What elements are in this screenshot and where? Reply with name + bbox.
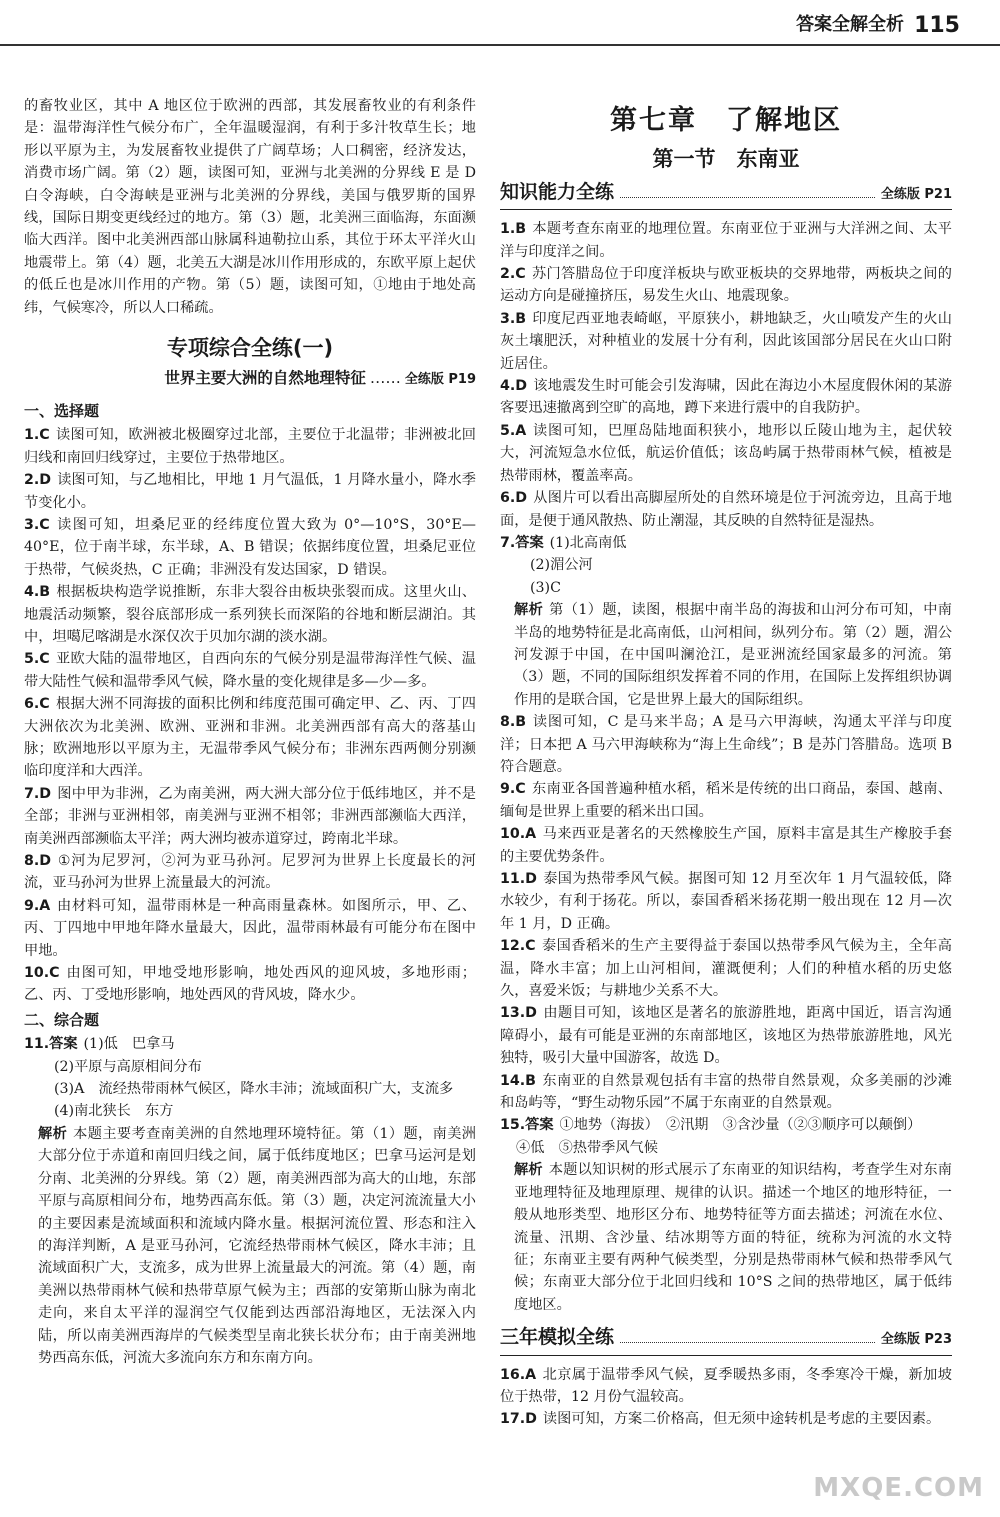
answer-item — [500, 375, 952, 420]
answer-text: 根据板块构造学说推断，东非大裂谷由板块张裂而成。这里火山、地震活动频繁，裂谷底部形成一系列狭长而深陷的谷地和断层湖泊。其中，坦噶尼喀湖是水深仅次于贝加尔湖的淡水湖。 — [24, 584, 476, 645]
answer-text: 东南亚各国普遍种植水稻，稻米是传统的出口商品，泰国、越南、缅甸是世界上重要的稻米出口国。 — [500, 781, 952, 820]
answer-text: 亚欧大陆的温带地区，自西向东的气候分别是温带海洋性气候、温带大陆性气候和温带季风气候，降水量的变化规律是多—少—多。 — [24, 651, 476, 690]
answer-item — [500, 263, 952, 308]
analysis-label: 解析 — [514, 1162, 543, 1179]
answer-label: 9.A — [24, 897, 51, 914]
answer-label: 17.D — [500, 1411, 537, 1428]
answer-label: 6.C — [24, 696, 50, 713]
header-title: 答案全解全析 — [796, 14, 905, 35]
answer-label: 11.答案 — [24, 1036, 78, 1053]
answer-item — [500, 823, 952, 868]
answer-item — [24, 648, 476, 693]
answer-text: 东南亚的自然景观包括有丰富的热带自然景观，众多美丽的沙滩和岛屿等，“野生动物乐园”不属于东南亚的自然景观。 — [500, 1072, 952, 1112]
section-heading-choice: 一、选择题 — [24, 401, 100, 420]
analysis-text: 本题以知识树的形式展示了东南亚的知识结构，考查学生对东南亚地理特征及地理原理、规律的认识。描述一个地区的地形特征，一般从地形类型、地形区分布、地势特征等方面去描述；河流在水位、流量、汛期、含沙量、结冰期等方面的特征，统称为河流的水文特征；东南亚主要有两种气候类型，分别是热带雨林气候和热带季风气候；东南亚大部分位于北回归线和 10°S 之间的热带地区，属于低纬度地区。 — [514, 1162, 952, 1313]
answer-7 — [500, 532, 952, 554]
answer-item — [24, 693, 476, 783]
answer-label: 10.A — [500, 826, 537, 843]
answer-item — [500, 935, 952, 1002]
answer-label: 2.D — [24, 472, 52, 489]
answer-label: 4.B — [24, 584, 51, 601]
band-knowledge — [500, 181, 952, 210]
answer-label: 9.C — [500, 781, 526, 798]
answer-list-b — [500, 711, 952, 1114]
answer-text: 本题考查东南亚的地理位置。东南亚位于亚洲与大洋洲之间、太平洋与印度洋之间。 — [500, 221, 952, 260]
analysis-label: 解析 — [514, 602, 544, 619]
left-column — [24, 95, 476, 1369]
answer-line: (4)南北狭长 东方 — [54, 1103, 174, 1120]
answer-text: 泰国为热带季风气候。据图可知 12 月至次年 1 月气温较低，降水较少，有利于扬花。所以，泰国香稻米扬花期一般出现在 12 月—次年 1 月，D 正确。 — [500, 871, 952, 932]
analysis-text: 本题主要考查南美洲的自然地理环境特征。第（1）题，南美洲大部分位于赤道和南回归线之间，属于低纬度地区；巴拿马运河是划分南、北美洲的分界线。第（2）题，南美洲西部为高大的山地，东部平原与高原相间分布，地势西高东低。第（3）题，决定河流流量大小的主要因素是流域面积和流域内降水量。根据河流位置、形态和注入的海洋判断，A 是亚马孙河，它流经热带雨林气候区，降水丰沛；且流域面积广大，支流多，成为世界上流量最大的河流。第（4）题，南美洲以热带雨林气候和热带草原气候为主；西部的安第斯山脉为南北走向，来自太平洋的湿润空气仅能到达西部沿海地区，无法深入内陆，所以南美洲西海岸的气候类型呈南北狭长状分布；由于南美洲地势西高东低，河流大多流向东方和东南方向。 — [38, 1125, 476, 1366]
answer-item — [24, 581, 476, 648]
chapter-title: 第七章 了解地区 — [610, 105, 842, 136]
answer-label: 14.B — [500, 1072, 536, 1089]
answer-text: 苏门答腊岛位于印度洋板块与欧亚板块的交界地带，两板块之间的运动方向是碰撞挤压，易发生火山、地震现象。 — [500, 266, 952, 305]
answer-text: 读图可知，方案二价格高，但无须中途转机是考虑的主要因素。 — [542, 1411, 941, 1428]
band-title: 知识能力全练 — [500, 180, 615, 203]
band-dots — [620, 1342, 875, 1343]
answer-text: 由材料可知，温带雨林是一种高雨量森林。如图所示，甲、乙、丙、丁四地中甲地年降水量最大，因此，温带雨林最有可能分布在图中甲地。 — [24, 897, 476, 959]
answer-line: (2)湄公河 — [530, 557, 593, 574]
answer-item — [500, 868, 952, 935]
answer-item — [500, 420, 952, 487]
answer-label: 7.答案 — [500, 534, 544, 551]
answer-label: 3.C — [24, 516, 50, 533]
answer-text: 读图可知，欧洲被北极圈穿过北部，主要位于北温带；非洲被北回归线和南回归线穿过，主要位于热带地区。 — [24, 427, 476, 466]
band-dots — [620, 197, 875, 198]
page-header — [796, 0, 960, 40]
choice-list — [24, 424, 476, 1007]
answer-item — [500, 218, 952, 263]
answer-label: 12.C — [500, 938, 536, 955]
answer-text: 马来西亚是著名的天然橡胶生产国，原料丰富是其生产橡胶手套的主要优势条件。 — [500, 826, 952, 865]
answer-item — [24, 514, 476, 581]
answer-text: 图中甲为非洲，乙为南美洲，两大洲大部分位于低纬地区，并不是全部；非洲与亚洲相邻，南美洲与亚洲不相邻；非洲西部濒临大西洋，南美洲西部濒临太平洋；两大洲均被赤道穿过，跨南北半球。 — [24, 785, 476, 847]
answer-15 — [500, 1114, 952, 1136]
answer-item — [24, 469, 476, 514]
band-ref: 全练版 P21 — [880, 186, 952, 202]
special-title: 专项综合全练(一) — [166, 336, 334, 361]
answer-item — [24, 962, 476, 1007]
answer-label: 10.C — [24, 965, 60, 982]
answer-label: 6.D — [500, 490, 528, 507]
answer-label: 15.答案 — [500, 1117, 554, 1134]
special-ref: 全练版 P19 — [404, 372, 476, 388]
answer-11 — [24, 1033, 476, 1055]
answer-item — [24, 783, 476, 850]
answer-item — [24, 895, 476, 962]
answer-label: 4.D — [500, 378, 528, 395]
answer-label: 7.D — [24, 785, 52, 802]
answer-list-c — [500, 1364, 952, 1431]
answer-line: (3)A 流经热带雨林气候区，降水丰沛；流域面积广大，支流多 — [54, 1081, 454, 1098]
answer-label: 5.C — [24, 651, 50, 668]
watermark: MXQE.COM — [813, 1473, 984, 1503]
answer-label: 1.C — [24, 427, 50, 444]
answer-item — [500, 308, 952, 375]
leader-dots: …… — [369, 369, 401, 388]
answer-text: 读图可知，巴厘岛陆地面积狭小，地形以丘陵山地为主，起伏较大，河流短急水位低，航运价值低；该岛屿属于热带雨林气候，植被是热带雨林，覆盖率高。 — [500, 422, 952, 484]
answer-label: 11.D — [500, 871, 537, 887]
section-title: 第一节 东南亚 — [652, 147, 800, 172]
analysis-text: 第（1）题，读图，根据中南半岛的海拔和山河分布可知，中南半岛的地势特征是北高南低，山河相间，纵列分布。第（2）题，湄公河发源于中国，在中国叫澜沧江，是亚洲流经国家最多的河流。第（3）题，不同的国际组织发挥着不同的作用，在国际上发挥组织协调作用的是联合国，它是世界上最大的国际组织。 — [514, 602, 952, 708]
answer-line: (3)C — [530, 579, 561, 596]
answer-label: 1.B — [500, 221, 527, 238]
page-number: 115 — [914, 13, 960, 38]
answer-item — [24, 850, 476, 895]
answer-text: 读图可知，坦桑尼亚的经纬度位置大致为 0°—10°S，30°E—40°E，位于南半球，东半球，A、B 错误；依据纬度位置，坦桑尼亚位于热带，气候炎热，C 正确；非洲没有发达国家，D 错误。 — [24, 516, 476, 578]
answer-label: 3.B — [500, 310, 527, 327]
section-heading-comprehensive: 二、综合题 — [24, 1010, 100, 1029]
right-column — [500, 100, 952, 1431]
answer-label: 13.D — [500, 1005, 537, 1022]
analysis-label: 解析 — [38, 1125, 68, 1142]
answer-label: 2.C — [500, 266, 526, 283]
answer-text: 由题目可知，该地区是著名的旅游胜地，距离中国近，语言沟通障碍小，最有可能是亚洲的东南部地区，该地区为热带旅游胜地，风光独特，吸引大量中国游客，故选 D。 — [500, 1005, 952, 1067]
special-subtitle-row — [24, 367, 476, 391]
answer-text: 读图可知，C 是马来半岛；A 是马六甲海峡，沟通太平洋与印度洋；日本把 A 马六甲海峡称为“海上生命线”；B 是苏门答腊岛。选项 B 符合题意。 — [500, 714, 952, 775]
answer-text: 从图片可以看出高脚屋所处的自然环境是位于河流旁边，且高于地面，是便于通风散热、防止潮湿，其反映的自然特征是湿热。 — [500, 490, 952, 529]
answer-label: 8.B — [500, 714, 527, 731]
answer-item — [500, 487, 952, 532]
answer-text: 印度尼西亚地表崎岖，平原狭小，耕地缺乏，火山喷发产生的火山灰土壤肥沃，对种植业的发展十分有利，因此该国部分居民在火山口附近居住。 — [500, 310, 952, 372]
band-ref: 全练版 P23 — [880, 1332, 952, 1348]
answer-item — [500, 1408, 952, 1430]
answer-text: 该地震发生时可能会引发海啸，因此在海边小木屋度假休闲的某游客要迅速撤离到空旷的高地，蹲下来进行震中的自我防护。 — [500, 378, 952, 417]
answer-label: 16.A — [500, 1366, 537, 1383]
answer-item — [500, 778, 952, 823]
answer-label: 5.A — [500, 422, 527, 439]
answer-text: 北京属于温带季风气候，夏季暖热多雨，冬季寒冷干燥，新加坡位于热带，12 月份气温较高。 — [500, 1366, 952, 1405]
answer-line: ①地势（海拔） ②汛期 ③含沙量（②③顺序可以颠倒） — [559, 1117, 922, 1134]
continued-paragraph: 的畜牧业区，其中 A 地区位于欧洲的西部，其发展畜牧业的有利条件是：温带海洋性气候分布广，全年温暖湿润，有利于多汁牧草生长；地形以平原为主，为发展畜牧业提供了广阔草场；人口稠密，经济发达，消费市场广阔。第（2）题，读图可知，亚洲与北美洲的分界线 E 是 D 白令海峡，白令海峡是亚洲与北美洲的分界线，美国与俄罗斯的国界线，国际日期变更线经过的地方。第（3）题，北美洲三面临海，东面濒临大西洋。图中北美洲西部山脉属科迪勒拉山系，其位于环太平洋火山地震带上。第（4）题，北美五大湖是冰川作用形成的，东欧平原上起伏的低丘也是冰川作用的产物。第（5）题，读图可知，①地由于地处高纬，气候寒冷，所以人口稀疏。 — [24, 98, 476, 316]
band-simulation — [500, 1326, 952, 1355]
answer-item — [500, 1070, 952, 1115]
header-rule — [0, 44, 1000, 46]
answer-item — [500, 1364, 952, 1409]
answer-list-a — [500, 218, 952, 532]
answer-text: 由图可知，甲地受地形影响，地处西风的迎风坡，多地形雨；乙、丙、丁受地形影响，地处西风的背风坡，降水少。 — [24, 965, 476, 1004]
answer-item — [500, 1002, 952, 1069]
answer-text: ①河为尼罗河，②河为亚马孙河。尼罗河为世界上长度最长的河流，亚马孙河为世界上流量最大的河流。 — [24, 853, 476, 892]
answer-item — [500, 711, 952, 778]
analysis-11 — [24, 1123, 476, 1369]
analysis-7 — [500, 599, 952, 711]
answer-text: 泰国香稻米的生产主要得益于泰国以热带季风气候为主，全年高温，降水丰富；加上山河相间，灌溉便利；人们的种植水稻的历史悠久，喜爱米饭；与耕地少关系不大。 — [500, 938, 952, 1000]
answer-line: (2)平原与高原相间分布 — [54, 1058, 202, 1075]
answer-line: ④低 ⑤热带季风气候 — [516, 1139, 658, 1156]
answer-line: (1)低 巴拿马 — [83, 1036, 175, 1053]
answer-label: 8.D — [24, 853, 52, 869]
answer-item — [24, 424, 476, 469]
analysis-15 — [500, 1159, 952, 1316]
special-subtitle: 世界主要大洲的自然地理特征 — [164, 369, 366, 388]
answer-text: 根据大洲不同海拔的面积比例和纬度范围可确定甲、乙、丙、丁四大洲依次为北美洲、欧洲、亚洲和非洲。北美洲西部有高大的落基山脉；欧洲地形以平原为主，无温带季风气候分布；非洲东西两侧分别濒临印度洋和大西洋。 — [24, 696, 476, 780]
band-title: 三年模拟全练 — [500, 1326, 615, 1349]
answer-text: 读图可知，与乙地相比，甲地 1 月气温低，1 月降水量小，降水季节变化小。 — [24, 472, 476, 511]
answer-line: (1)北高南低 — [549, 534, 627, 551]
